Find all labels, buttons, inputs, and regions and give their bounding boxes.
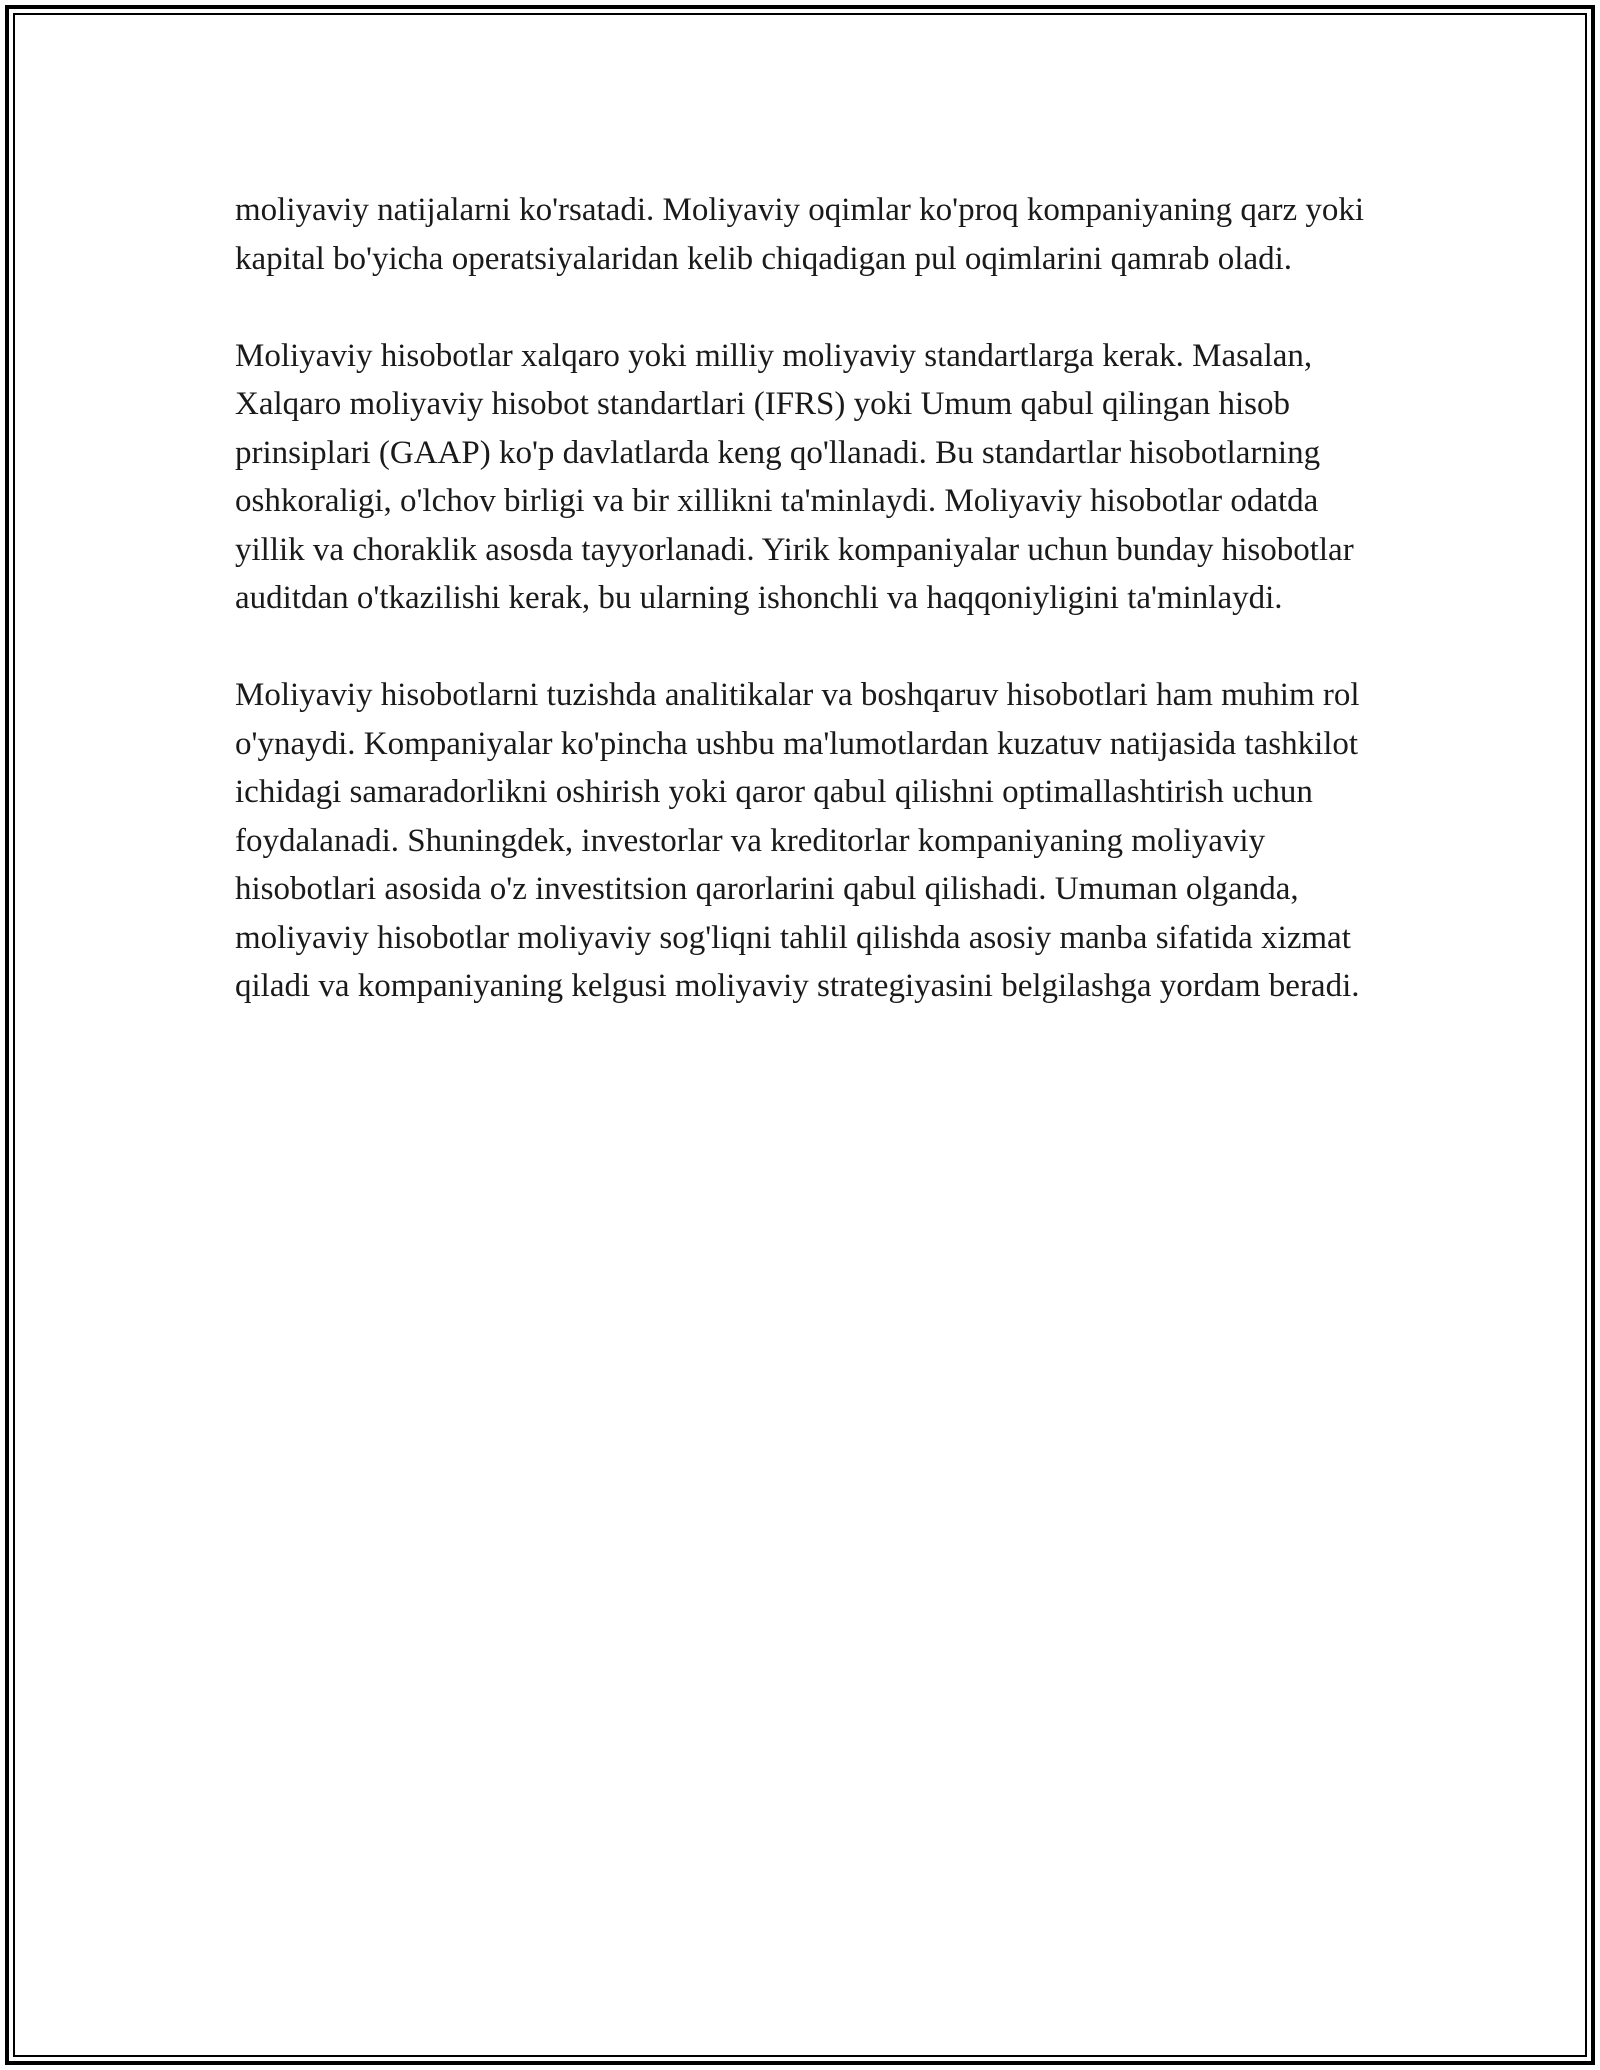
- document-body: [235, 186, 1365, 1059]
- paragraph-1: moliyaviy natijalarni ko'rsatadi. Moliyaviy oqimlar ko'proq kompaniyaning qarz yoki kapital bo'yicha operatsiyalaridan kelib chiqadigan pul oqimlarini qamrab oladi.: [235, 192, 1365, 277]
- paragraph-2: Moliyaviy hisobotlar xalqaro yoki milliy moliyaviy standartlarga kerak. Masalan, Xalqaro moliyaviy hisobot standartlari (IFRS) yoki Umum qabul qilingan hisob prinsiplari (GAAP) ko'p davlatlarda keng qo'llanadi. Bu standartlar hisobotlarning oshkoraligi, o'lchov birligi va bir xillikni ta'minlaydi. Moliyaviy hisobotlar odatda yillik va choraklik asosda tayyorlanadi. Yirik kompaniyalar uchun bunday hisobotlar auditdan o'tkazilishi kerak, bu ularning ishonchli va haqqoniyligini ta'minlaydi.: [235, 337, 1354, 616]
- paragraph-3: Moliyaviy hisobotlarni tuzishda analitikalar va boshqaruv hisobotlari ham muhim rol o'ynaydi. Kompaniyalar ko'pincha ushbu ma'lumotlardan kuzatuv natijasida tashkilot ichidagi samaradorlikni oshirish yoki qaror qabul qilishni optimallashtirish uchun foydalanadi. Shuningdek, investorlar va kreditorlar kompaniyaning moliyaviy hisobotlari asosida o'z investitsion qarorlarini qabul qilishadi. Umuman olganda, moliyaviy hisobotlar moliyaviy sog'liqni tahlil qilishda asosiy manba sifatida xizmat qiladi va kompaniyaning kelgusi moliyaviy strategiyasini belgilashga yordam beradi.: [235, 677, 1360, 1004]
